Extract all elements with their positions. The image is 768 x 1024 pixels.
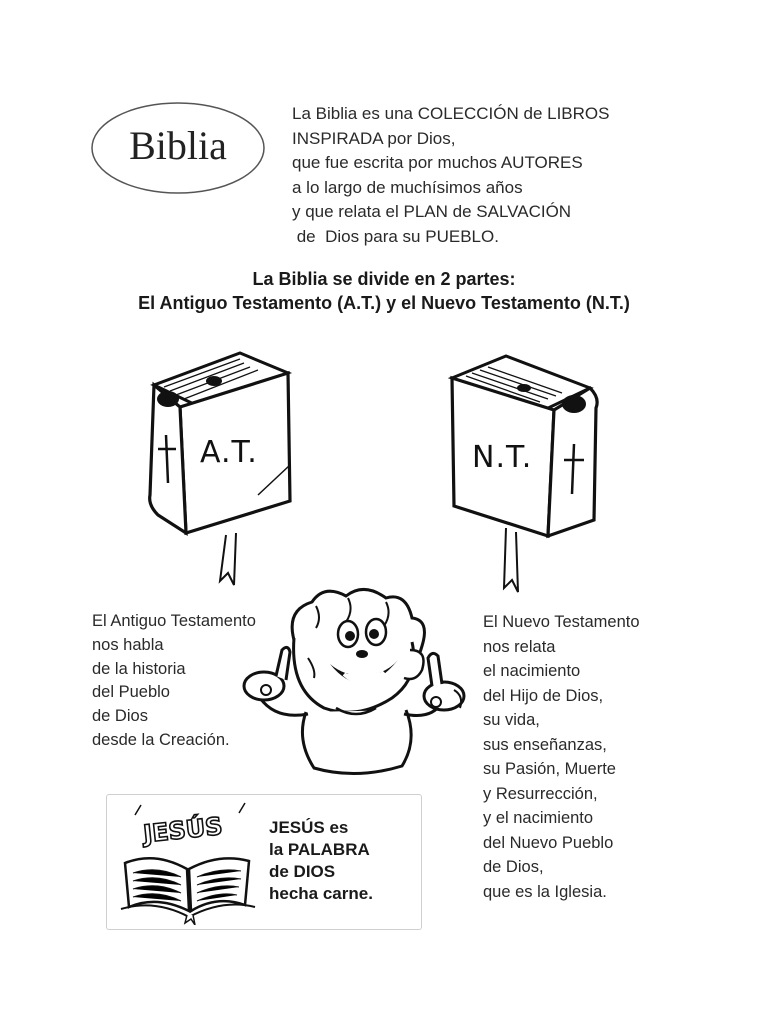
open-bible-icon [115,799,265,925]
intro-line: a lo largo de muchísimos años [292,177,523,197]
nt-line: de Dios, [483,858,544,876]
ot-line: de la historia [92,659,186,678]
callout-line: la PALABRA [269,840,370,859]
child-icon [236,580,472,780]
nt-line: El Nuevo Testamento [483,613,640,631]
callout-line: hecha carne. [269,884,373,903]
nt-line: y el nacimiento [483,809,594,827]
nt-line: y Resurrección, [483,784,598,803]
intro-line: La Biblia es una COLECCIÓN de LIBROS [292,104,610,123]
book-label-new: N.T. [472,440,533,475]
jesus-callout-text [269,817,373,905]
old-testament-book [140,345,310,595]
jesus-callout-box [106,794,422,930]
nt-line: nos relata [483,637,556,656]
new-testament-book [444,348,614,598]
new-testament-description [483,610,723,904]
divide-line: La Biblia se divide en 2 partes: [252,269,516,289]
intro-line: de Dios para su PUEBLO. [292,226,499,246]
book-icon [140,345,310,595]
intro-line: INSPIRADA por Dios, [292,128,456,148]
callout-line: JESÚS es [269,818,349,837]
title-oval [90,100,266,196]
divide-line: El Antiguo Testamento (A.T.) y el Nuevo Testamento (N.T.) [138,293,630,313]
nt-line: sus enseñanzas, [483,735,607,754]
intro-paragraph [292,102,692,249]
page-title: Biblia [129,123,227,168]
ot-line: del Pueblo [92,683,170,702]
nt-line: su vida, [483,711,540,729]
callout-line: de DIOS [269,862,336,881]
intro-line: que fue escrita por muchos AUTORES [292,153,583,172]
jesus-emblem: JESÚS [141,812,224,849]
nt-line: del Nuevo Pueblo [483,833,614,852]
divide-heading [40,267,728,315]
ot-line: El Antiguo Testamento [92,612,256,630]
book-label-old: A.T. [200,435,258,470]
nt-line: del Hijo de Dios, [483,686,604,705]
child-illustration [236,580,472,780]
ot-line: desde la Creación. [92,730,230,749]
ot-line: de Dios [92,707,148,726]
intro-line: y que relata el PLAN de SALVACIÓN [292,202,572,221]
ot-line: nos habla [92,635,164,654]
nt-line: que es la Iglesia. [483,882,607,901]
nt-line: su Pasión, Muerte [483,760,616,778]
nt-line: el nacimiento [483,662,581,680]
